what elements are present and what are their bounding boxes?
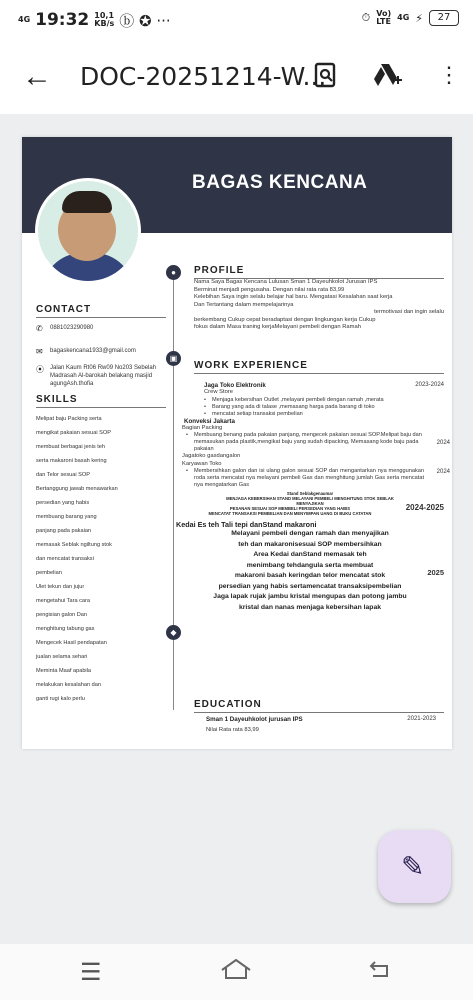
contact-email: bagaskencana1933@gmail.com [50,348,136,354]
drive-add-icon[interactable] [372,62,402,95]
list-item: serta makaroni basah kering [36,458,107,464]
navigation-bar [0,944,473,1000]
profile-photo [38,181,138,281]
menu-icon[interactable]: ☰ [80,959,102,986]
edit-pen-icon: ✎ [401,851,425,882]
job-bullet: • Menjaga kebersihan Outlet ,melayani pembeli dengan ramah ,merata [204,397,444,404]
job-role: Bagian Packing [182,424,223,431]
profile-line: Berminat menjadi pengusaha. Dengan nilai rata rata 83,99 [194,286,345,293]
profile-line: fokus dalam Masa traning kerjaMelayani pembeli dengan Ramah [194,324,361,330]
profile-line: Nama Saya Bagas Kencana Lulusan Sman 1 Dayeuhkolot Jurusan IPS [194,279,378,285]
job-line: MENCATAT TRANSAKSI PEMBELIAN DAN MENYIMPAN UANG DI BUKU CATATAN [208,511,372,516]
list-item: membuang barang yang [36,514,97,520]
job-line: Stand Seblakgenaumar [286,491,334,496]
graduation-icon: ◆ [166,625,181,640]
job-role: Crew Store [204,389,233,395]
battery-icon: 27 [429,10,459,26]
list-item: pengisian galon Dan [36,612,88,618]
status-bar [0,0,473,40]
job-bullet: • Membuang benang pada pakaian panjang, mengecek pakaian sesuai SOP.Melipat baju dan memasukan pada plastik,mengikat baju yang sudah dipacking, Memasang kode baju pada pakaian [186,432,424,453]
list-item: memasak Seblak ngiltung stok [36,542,112,548]
job-role: Karyawan Toko [182,460,222,467]
notification-icon: ⓑ ✪ ··· [119,11,171,30]
profile-line: berkembang Cukup cepat beradaptasi dengan lingkungan kerja Cukup [194,316,376,323]
skills-list [36,416,166,702]
lte-indicator: Vo) LTE [376,9,392,26]
job-line: kristal dan nanas menjaga kebersihan lapak [238,603,382,611]
alarm-icon: ⏱ [361,11,371,24]
job-year: 2024 [436,439,450,446]
job-entry [182,453,450,489]
list-item: menghitung tabung gas [36,626,95,632]
list-item: Ulet tekun dan jujur [36,584,85,590]
job-line: menimbang tehdangula serta membuat [246,561,374,569]
list-item: jualan selama sehari [36,654,88,660]
job-year: 2025 [427,568,444,577]
more-vert-icon[interactable]: ⋮ [438,62,460,87]
contact-address: Jalan Kaum Rt06 Rw09 No203 Sebelah Madrasah Al-barokah belakang masjid agungAsh.thofia [50,365,157,387]
list-item: Meminta Maaf apabila [36,668,92,674]
list-item: mengetahui Tara cara [36,598,91,604]
arrow-left-icon[interactable]: ← [22,60,52,93]
charging-icon: ⚡ [415,11,423,25]
back-icon[interactable] [367,958,393,987]
job-title: Jaga Toko Elektronik [204,382,266,389]
job-entry [194,382,444,418]
job-entry [176,520,444,613]
job-line: MENJAGA KEBERSIHAN STAND MELAYANI PEMBELI MENGHITUNG STOK SEBLAK [226,496,394,501]
network-indicator: 4G [18,15,31,24]
phone-icon: ✆ [36,324,43,333]
list-item: melakukan kesalahan dan [36,682,101,688]
list-item: panjang pada pakaian [36,528,92,534]
education-school: Sman 1 Dayeuhkolot jurusan IPS [206,716,303,723]
job-bullet: • mencatat setiap transaksi pembelian [204,411,444,418]
list-item: persedian yang habis [36,500,90,506]
job-entry [176,491,444,516]
list-item: mengikat pakaian sesuai SOP [36,430,111,436]
education-score: Nilai Rata rata 83,99 [206,727,259,733]
education-section [194,699,444,735]
job-line: Area Kedai danStand memasak teh [253,551,367,558]
contact-phone: 0881023290980 [50,325,94,331]
location-icon: ⦿ [36,365,44,374]
status-time: 19:32 [35,10,90,30]
list-item: Mengecek Hasil pendapatan [36,640,107,646]
timeline-line [173,270,174,710]
list-item: dan Telor sesuai SOP [36,472,91,478]
profile-line: termotivasi dan ingin selalu [374,309,444,315]
job-line: PESANAN SESUAI SOP MEMBELI PERSEDIAN YANG HABIS [229,506,351,511]
job-title: Konveksi Jakarta [184,417,235,425]
skills-heading: SKILLS [36,394,166,408]
resume-name: BAGAS KENCANA [192,172,368,193]
contact-heading: CONTACT [36,304,166,318]
doc-search-icon[interactable] [314,62,338,95]
email-icon: ✉ [36,347,43,356]
job-line: teh dan makaronisesuai SOP membersihkan [238,540,382,548]
list-item: Bertanggung jawab menawarkan [36,486,118,492]
app-bar [0,40,473,114]
list-item: Melipat baju Packing serta [36,416,102,422]
list-item: pembelian [36,570,62,576]
job-line: Melayani pembeli dengan ramah dan menyajikan [231,530,389,537]
experience-heading: WORK EXPERIENCE [194,360,444,374]
job-entry [182,417,450,454]
job-line: makaroni basah keringdan telor mencatat stok [234,572,386,579]
list-item: membuat berbagai jenis teh [36,444,106,450]
job-line: Jaga lapak rujak jambu kristal mengupas dan potong jambu [213,593,407,600]
experience-section [176,360,450,613]
profile-section [194,265,444,332]
education-heading: EDUCATION [194,699,444,713]
job-year: 2023-2024 [415,382,444,388]
document-title: DOC-20251214-W... [80,62,327,91]
list-item: ganti rugi kalo perlu [36,696,85,702]
job-line: persedian yang habis sertamencatat transaksipembelian [218,582,402,590]
profile-line: Dan Tertantang dalam mempelajarinya [194,301,294,308]
profile-heading: PROFILE [194,265,444,279]
person-icon: ● [166,265,181,280]
resume-page [22,137,452,749]
edit-button[interactable] [378,830,451,903]
briefcase-icon: ▣ [166,351,181,366]
home-icon[interactable] [220,958,252,987]
net-speed: 10,1 KB/s [94,11,115,28]
job-bullet: • Barang yang ada di talase ,memasang harga pada barang di toko [204,404,444,411]
education-year: 2021-2023 [407,716,436,722]
network-indicator-2: 4G [397,13,410,22]
left-column [36,304,166,702]
job-title: Jagatoko gasdangalon [182,453,241,459]
job-line: MENYAJIKAN [296,501,324,506]
list-item: dan mencatat transaksi [36,556,94,562]
job-title: Kedai Es teh Tali tepi danStand makaroni [176,520,317,529]
profile-line: Kelebihan Saya ingin selalu belajar hal baru. Mengatasi Kesalahan saat kerja [194,294,393,300]
job-year: 2024-2025 [405,503,444,512]
job-year: 2024 [436,469,450,475]
job-bullet: • Membersihkan galon dan isi ulang galon sesuai SOP dan mengantarkan nya menggunakan roda serta mencatat nya melayani pembeli Gas dan menghitung jumlah Gas serta mencatat nya mengatarkan Gas [186,468,424,489]
